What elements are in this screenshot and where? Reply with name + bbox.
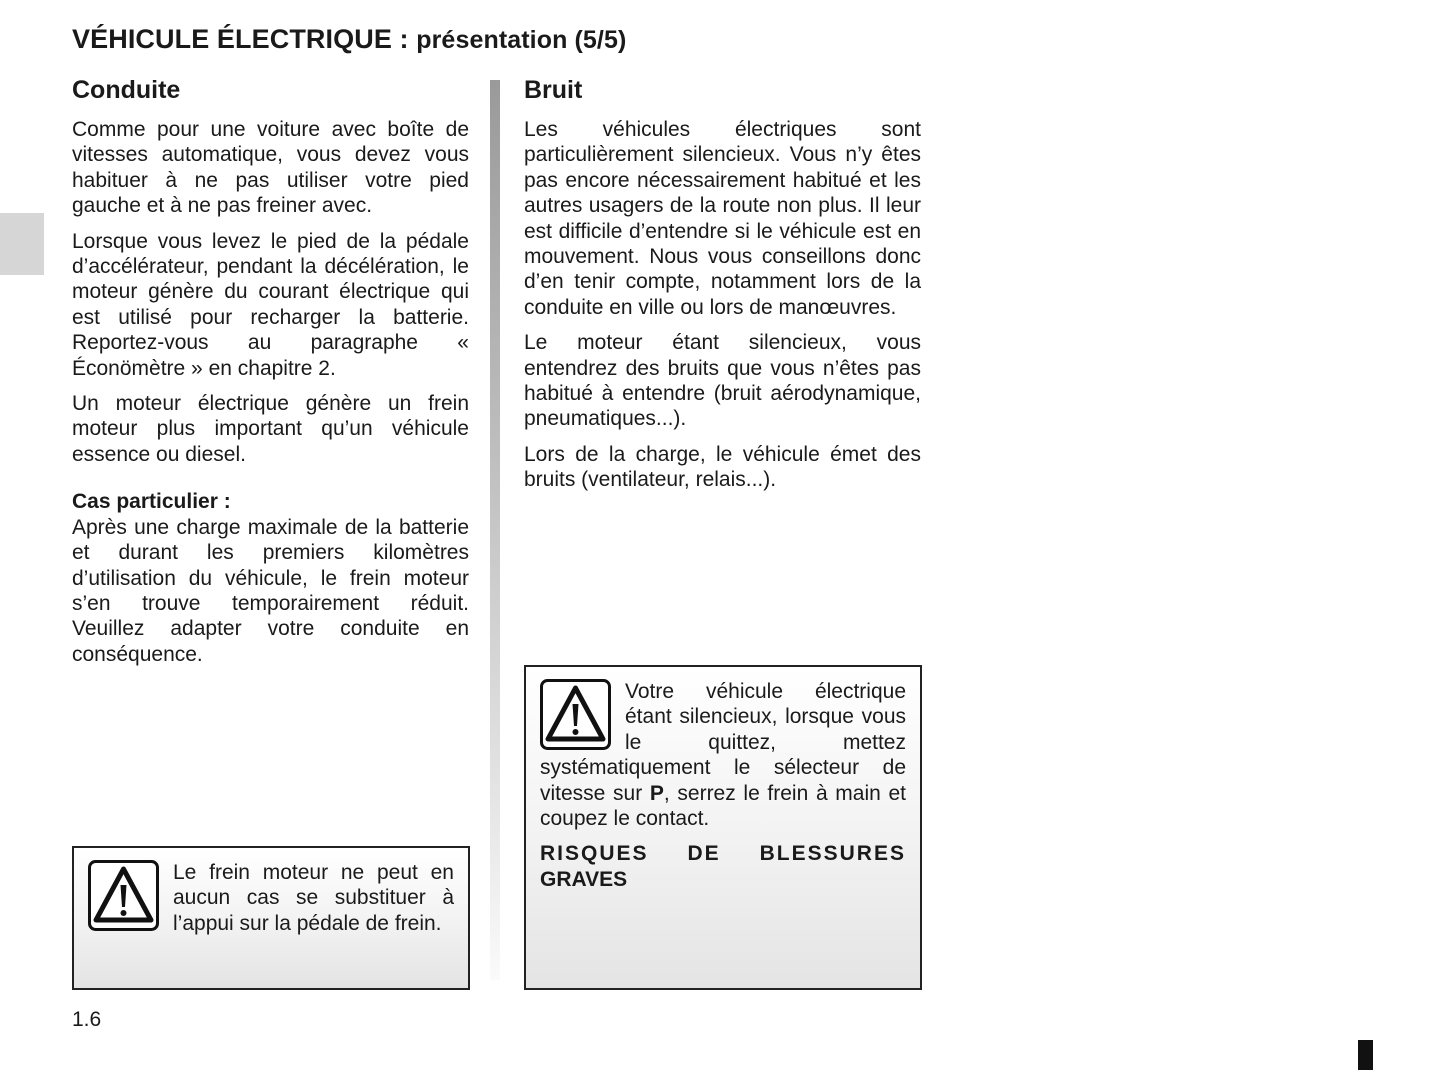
- column-divider: [490, 80, 500, 980]
- section-conduite: [72, 74, 469, 677]
- risk-label-cont: GRAVES: [540, 867, 628, 891]
- section-bruit: [524, 74, 921, 503]
- warning-box-engine-brake: [72, 846, 470, 990]
- warning-box-silent-vehicle: [524, 665, 922, 990]
- title-sub: présentation (5/5): [416, 26, 627, 54]
- title-main: VÉHICULE ÉLECTRIQUE :: [72, 24, 409, 54]
- paragraph: Le moteur étant silencieux, vous entendrez des bruits que vous n’êtes pas habitué à entendre (bruit aérodynamique, pneumatiques...).: [524, 331, 921, 431]
- warning-triangle-icon: [540, 679, 611, 750]
- special-case-text: Après une charge maximale de la batterie et durant les premiers kilomètres d’utilisation du véhicule, le frein moteur s’en trouve temporairement réduit. Veuillez adapter votre conduite en conséquence.: [72, 515, 469, 666]
- warning-text-part: Votre véhicule électrique étant silencieux, lorsque vous le quittez, mettez systématiquement le sélecteur de vitesse sur: [540, 680, 906, 805]
- section-heading: Bruit: [524, 76, 583, 104]
- special-case-title: Cas particulier :: [72, 490, 231, 514]
- risk-label: RISQUES DE BLESSURES: [540, 842, 906, 866]
- warning-text: Le frein moteur ne peut en aucun cas se substituer à l’appui sur la pédale de frein.: [173, 861, 454, 935]
- page-number: 1.6: [72, 1008, 102, 1031]
- paragraph: Un moteur électrique génère un frein moteur plus important qu’un véhicule essence ou diesel.: [72, 392, 469, 466]
- special-case: [72, 489, 469, 667]
- warning-text-part: , serrez le frein à main et coupez le contact.: [540, 781, 906, 831]
- section-heading: Conduite: [72, 76, 181, 104]
- gear-p-label: P: [649, 781, 664, 805]
- page-edge-marker: [1358, 1040, 1373, 1070]
- paragraph: Les véhicules électriques sont particulièrement silencieux. Vous n’y êtes pas encore nécessairement habitué et les autres usagers de la route non plus. Il leur est difficile d’entendre si le véhicule est en mouvement. Nous vous conseillons donc d’en tenir compte, notamment lors de la conduite en ville ou lors de manœuvres.: [524, 118, 921, 319]
- page-title: [72, 24, 626, 55]
- warning-triangle-icon: [88, 860, 159, 931]
- paragraph: Lorsque vous levez le pied de la pédale d’accélérateur, pendant la décélération, le moteur génère du courant électrique qui est utilisé pour recharger la batterie. Reportez-vous au paragraphe « Éconömètre » en chapitre 2.: [72, 229, 469, 380]
- paragraph: Lors de la charge, le véhicule émet des bruits (ventilateur, relais...).: [524, 442, 921, 492]
- paragraph: Comme pour une voiture avec boîte de vitesses automatique, vous devez vous habituer à ne pas utiliser votre pied gauche et à ne pas freiner avec.: [72, 118, 469, 218]
- chapter-tab-marker: [0, 213, 44, 275]
